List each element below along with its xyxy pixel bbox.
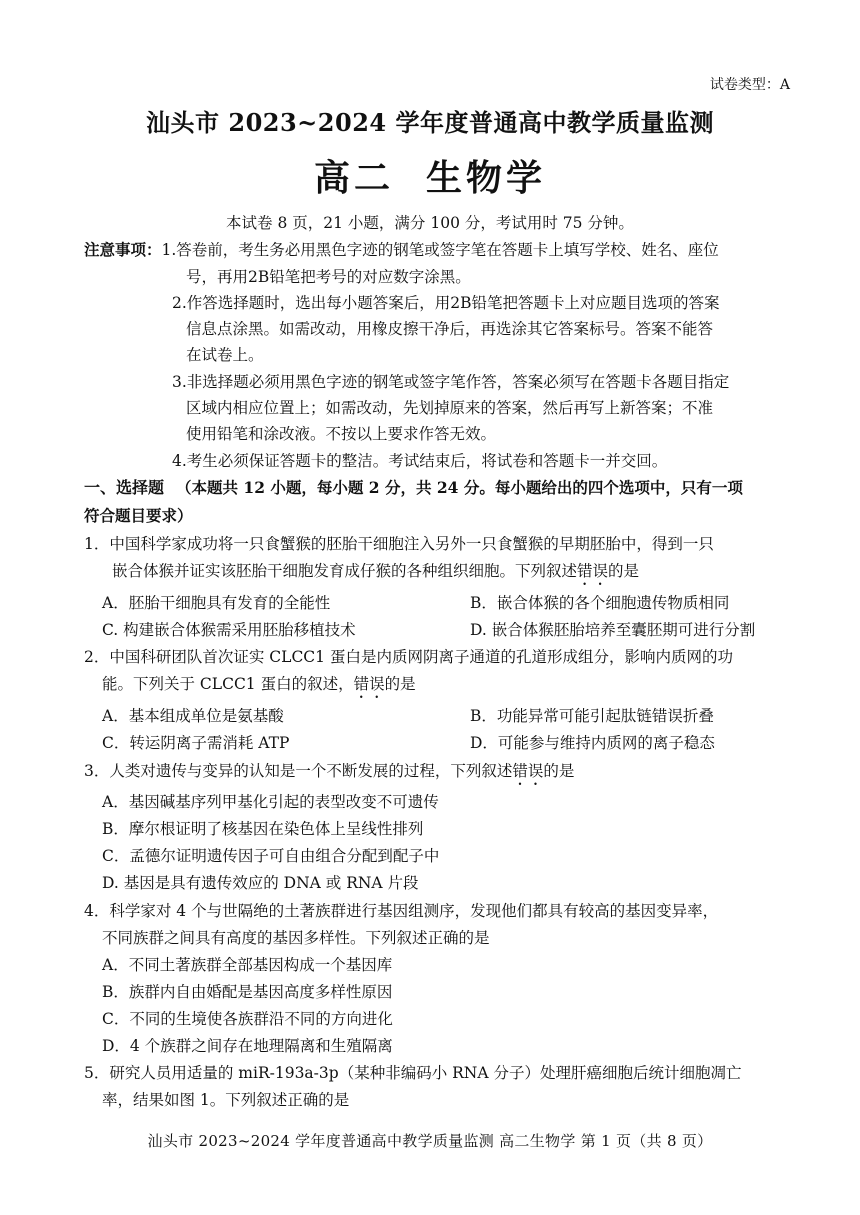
notice-line-5: 在试卷上。	[186, 346, 264, 364]
notice-label: 注意事项：	[84, 240, 162, 259]
notice-line-7: 区域内相应位置上；如需改动，先划掉原来的答案，然后再写上新答案；不准	[186, 399, 714, 417]
q4-option-a: A．不同土著族群全部基因构成一个基因库	[102, 956, 393, 974]
notice-line-4: 信息点涂黑。如需改动，用橡皮擦干净后，再选涂其它答案标号。答案不能答	[186, 320, 714, 338]
q4-option-b: B．族群内自由婚配是基因高度多样性原因	[102, 983, 393, 1001]
notice-line-2: 号，再用2B铅笔把考号的对应数字涂黑。	[186, 268, 471, 286]
notice-line-1: 注意事项：1.答卷前，考生务必用黑色字迹的钢笔或签字笔在答题卡上填写学校、姓名、座位	[84, 240, 719, 259]
q4-option-c: C．不同的生境使各族群沿不同的方向进化	[102, 1010, 393, 1028]
q2-option-c: C．转运阴离子需消耗 ATP	[102, 734, 290, 752]
notice-line-6: 3.非选择题必须用黑色字迹的钢笔或签字笔作答，答案必须写在答题卡各题目指定	[172, 373, 730, 391]
q3-option-b: B．摩尔根证明了核基因在染色体上呈线性排列	[102, 820, 424, 838]
subject-label: 生物学	[426, 157, 547, 199]
q2-stem-line-1: 2．中国科研团队首次证实 CLCC1 蛋白是内质网阴离子通道的孔道形成组分，影响内质网的功	[84, 648, 733, 666]
q4-option-d: D．4 个族群之间存在地理隔离和生殖隔离	[102, 1037, 393, 1055]
q3-emphasis: 错误	[512, 762, 544, 780]
q2-option-a: A．基本组成单位是氨基酸	[102, 707, 284, 725]
q4-stem-line-2: 不同族群之间具有高度的基因多样性。下列叙述正确的是	[102, 929, 490, 947]
exam-title: 汕头市 2023~2024 学年度普通高中教学质量监测	[146, 108, 714, 137]
q1-option-b: B．嵌合体猴的各个细胞遗传物质相同	[470, 594, 730, 612]
exam-info: 本试卷 8 页，21 小题，满分 100 分，考试用时 75 分钟。	[226, 214, 634, 232]
q1-option-a: A．胚胎干细胞具有发育的全能性	[102, 594, 331, 612]
q4-stem-line-1: 4．科学家对 4 个与世隔绝的土著族群进行基因组测序，发现他们都具有较高的基因变异率，	[84, 902, 719, 920]
q5-stem-line-2: 率，结果如图 1。下列叙述正确的是	[102, 1091, 350, 1109]
subject-title	[0, 150, 860, 201]
section-heading: 一、选择题	[84, 478, 165, 497]
q1-emphasis: 错误	[577, 562, 609, 580]
q3-option-c: C．孟德尔证明遗传因子可自由组合分配到配子中	[102, 847, 440, 865]
q1-option-d: D. 嵌合体猴胚胎培养至囊胚期可进行分割	[470, 621, 756, 639]
q3-option-a: A．基因碱基序列甲基化引起的表型改变不可遗传	[102, 793, 439, 811]
notice-line-9: 4.考生必须保证答题卡的整洁。考试结束后，将试卷和答题卡一并交回。	[172, 452, 668, 470]
q1-stem-line-2: 嵌合体猴并证实该胚胎干细胞发育成仔猴的各种组织细胞。下列叙述错误的是	[112, 562, 640, 580]
section-description: （本题共 12 小题，每小题 2 分，共 24 分。每小题给出的四个选项中，只有一项	[176, 478, 743, 497]
q3-stem-line-1: 3．人类对遗传与变异的认知是一个不断发展的过程，下列叙述错误的是	[84, 762, 575, 780]
paper-type-label: 试卷类型：A	[709, 77, 790, 93]
q2-emphasis: 错误	[353, 675, 385, 693]
notice-line-8: 使用铅笔和涂改液。不按以上要求作答无效。	[186, 425, 497, 443]
section-description-2: 符合题目要求）	[84, 506, 193, 525]
grade-label: 高二	[313, 157, 394, 199]
q1-option-c: C. 构建嵌合体猴需采用胚胎移植技术	[102, 621, 356, 639]
q2-option-d: D．可能参与维持内质网的离子稳态	[470, 734, 715, 752]
q1-stem-line-1: 1．中国科学家成功将一只食蟹猴的胚胎干细胞注入另外一只食蟹猴的早期胚胎中，得到一只	[84, 535, 714, 553]
q2-stem-line-2: 能。下列关于 CLCC1 蛋白的叙述，错误的是	[102, 675, 416, 693]
page-footer: 汕头市 2023~2024 学年度普通高中教学质量监测 高二生物学 第 1 页（共 8 页）	[147, 1132, 713, 1150]
q3-option-d: D. 基因是具有遗传效应的 DNA 或 RNA 片段	[102, 874, 419, 892]
section-heading-line	[84, 477, 743, 499]
notice-line-3: 2.作答选择题时，选出每小题答案后，用2B铅笔把答题卡上对应题目选项的答案	[172, 294, 720, 312]
q2-option-b: B．功能异常可能引起肽链错误折叠	[470, 707, 714, 725]
q5-stem-line-1: 5．研究人员用适量的 miR-193a-3p（某种非编码小 RNA 分子）处理肝癌细胞后统计细胞凋亡	[84, 1064, 742, 1082]
